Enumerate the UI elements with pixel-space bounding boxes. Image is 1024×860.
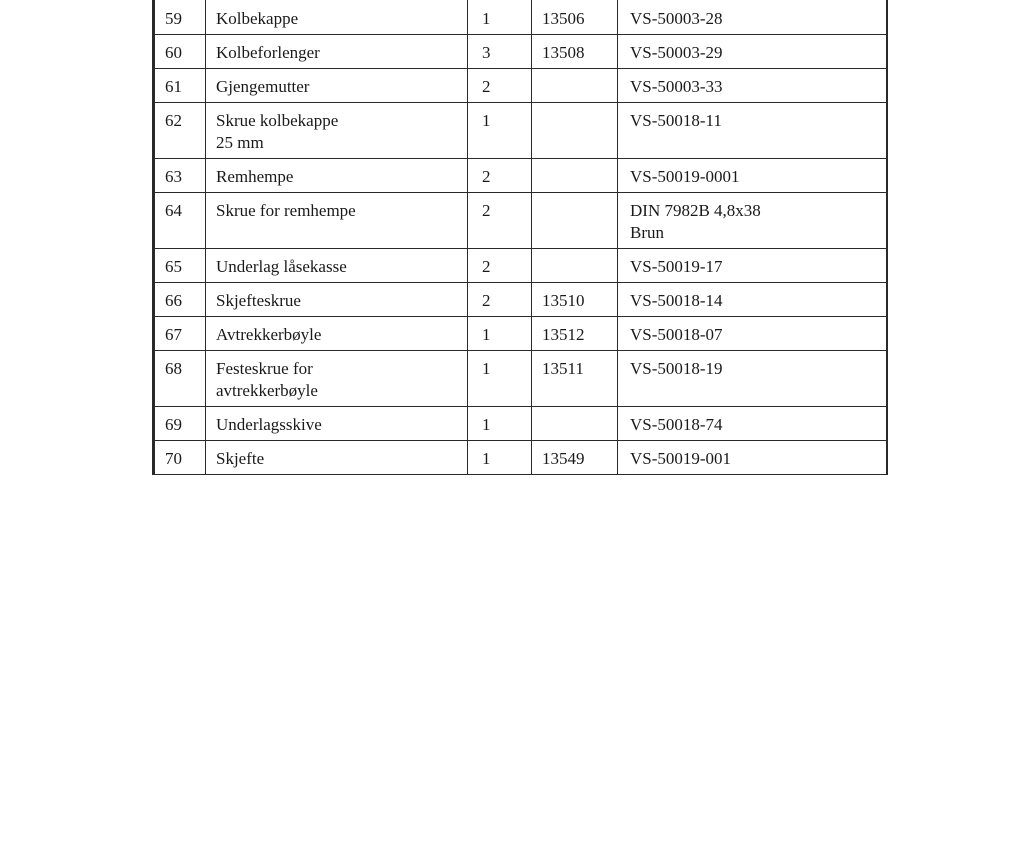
item-number: 63	[154, 159, 206, 193]
part-name: Skjefte	[206, 441, 468, 475]
part-name: Skrue kolbekappe 25 mm	[206, 103, 468, 159]
article-number: 13510	[532, 283, 618, 317]
parts-table	[152, 0, 888, 475]
reference-number: VS-50019-0001	[618, 159, 887, 193]
part-name: Underlagsskive	[206, 407, 468, 441]
quantity: 1	[468, 441, 532, 475]
reference-number: VS-50003-33	[618, 69, 887, 103]
reference-number: VS-50018-19	[618, 351, 887, 407]
article-number	[532, 249, 618, 283]
item-number: 64	[154, 193, 206, 249]
item-number: 61	[154, 69, 206, 103]
table-row	[154, 193, 887, 249]
table-row	[154, 249, 887, 283]
quantity: 2	[468, 69, 532, 103]
item-number: 69	[154, 407, 206, 441]
table-row	[154, 0, 887, 35]
quantity: 2	[468, 283, 532, 317]
article-number	[532, 407, 618, 441]
item-number: 67	[154, 317, 206, 351]
article-number: 13506	[532, 0, 618, 35]
part-name: Kolbekappe	[206, 0, 468, 35]
item-number: 66	[154, 283, 206, 317]
article-number: 13549	[532, 441, 618, 475]
reference-number: VS-50019-17	[618, 249, 887, 283]
reference-number: DIN 7982B 4,8x38 Brun	[618, 193, 887, 249]
part-name: Avtrekkerbøyle	[206, 317, 468, 351]
table-row	[154, 317, 887, 351]
quantity: 1	[468, 317, 532, 351]
part-name: Kolbeforlenger	[206, 35, 468, 69]
reference-number: VS-50019-001	[618, 441, 887, 475]
quantity: 2	[468, 159, 532, 193]
part-name: Festeskrue for avtrekkerbøyle	[206, 351, 468, 407]
article-number: 13508	[532, 35, 618, 69]
reference-number: VS-50018-07	[618, 317, 887, 351]
table-row	[154, 407, 887, 441]
table-row	[154, 159, 887, 193]
article-number: 13511	[532, 351, 618, 407]
part-name: Remhempe	[206, 159, 468, 193]
reference-number: VS-50003-28	[618, 0, 887, 35]
part-name: Gjengemutter	[206, 69, 468, 103]
quantity: 1	[468, 103, 532, 159]
item-number: 60	[154, 35, 206, 69]
quantity: 1	[468, 407, 532, 441]
quantity: 2	[468, 193, 532, 249]
quantity: 3	[468, 35, 532, 69]
item-number: 62	[154, 103, 206, 159]
article-number	[532, 159, 618, 193]
quantity: 2	[468, 249, 532, 283]
item-number: 65	[154, 249, 206, 283]
table-row	[154, 103, 887, 159]
quantity: 1	[468, 0, 532, 35]
item-number: 68	[154, 351, 206, 407]
table-row	[154, 351, 887, 407]
table-row	[154, 283, 887, 317]
table-row	[154, 35, 887, 69]
reference-number: VS-50018-11	[618, 103, 887, 159]
article-number	[532, 103, 618, 159]
item-number: 59	[154, 0, 206, 35]
item-number: 70	[154, 441, 206, 475]
part-name: Skrue for remhempe	[206, 193, 468, 249]
quantity: 1	[468, 351, 532, 407]
reference-number: VS-50018-74	[618, 407, 887, 441]
part-name: Skjefteskrue	[206, 283, 468, 317]
article-number: 13512	[532, 317, 618, 351]
table-row	[154, 69, 887, 103]
table-row	[154, 441, 887, 475]
part-name: Underlag låsekasse	[206, 249, 468, 283]
article-number	[532, 69, 618, 103]
reference-number: VS-50018-14	[618, 283, 887, 317]
article-number	[532, 193, 618, 249]
reference-number: VS-50003-29	[618, 35, 887, 69]
